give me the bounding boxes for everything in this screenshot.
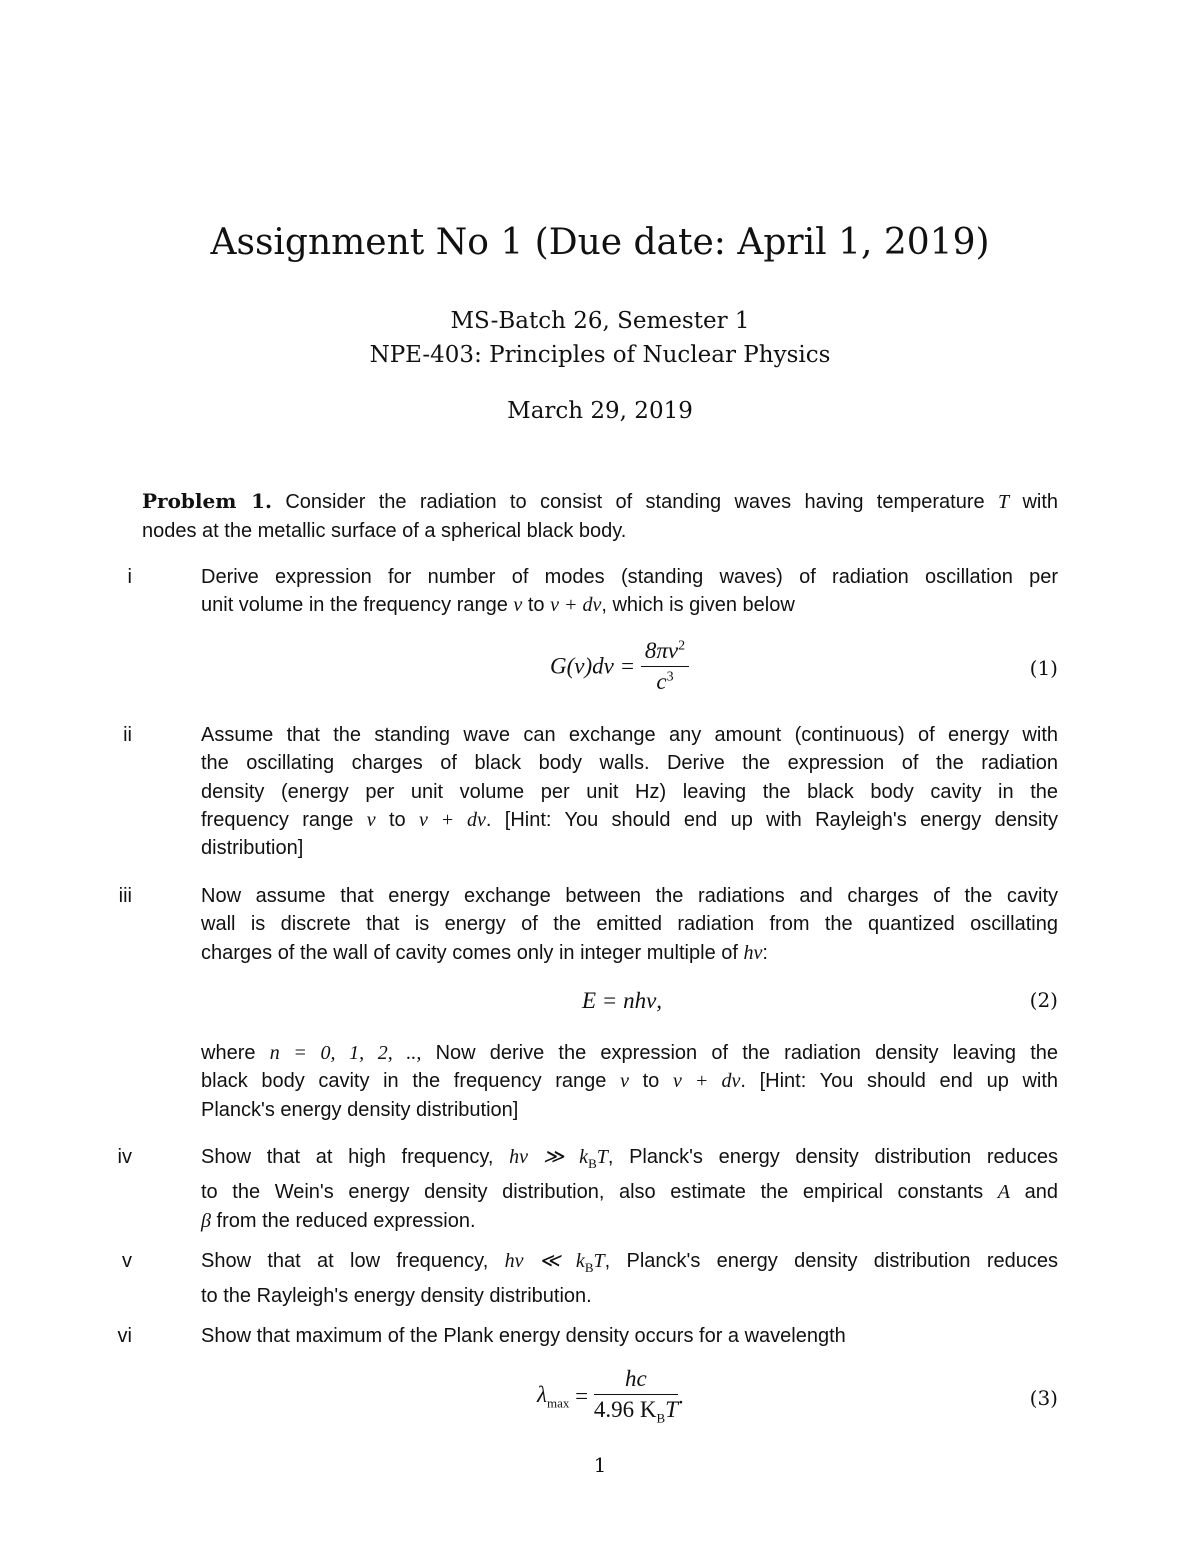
math-subscript-b: B xyxy=(588,1156,597,1171)
item-number: iv xyxy=(117,1146,132,1168)
item-text: . [Hint: You should end up with xyxy=(740,1070,1059,1093)
item-text: charges of the wall of cavity comes only in integer multiple of xyxy=(201,941,738,964)
equation-3-denominator-temperature: T xyxy=(665,1397,678,1422)
item-number: ii xyxy=(123,724,132,746)
item-body xyxy=(201,882,1058,967)
item-text: to xyxy=(388,808,406,831)
equation-3-denominator-text: 4.96 K xyxy=(593,1397,657,1422)
equation-1 xyxy=(142,638,1058,698)
item-line xyxy=(201,591,1058,619)
item-line xyxy=(201,1207,1058,1235)
equation-1-fraction xyxy=(641,638,689,695)
item-line xyxy=(201,1178,1058,1206)
problem-intro-line-2: nodes at the metallic surface of a spherical black body. xyxy=(142,519,627,542)
equation-3-fraction xyxy=(594,1366,678,1427)
math-nu: ν xyxy=(366,808,376,831)
item-number: vi xyxy=(117,1325,132,1347)
item-text: . [Hint: You should end up with Rayleigh's energy density xyxy=(485,808,1058,831)
equation-3-subscript: max xyxy=(546,1395,570,1411)
item-text: to xyxy=(642,1070,660,1093)
equation-3-numerator: hc xyxy=(594,1366,678,1395)
equation-3-content xyxy=(537,1366,684,1427)
problem-intro-line-1 xyxy=(142,487,1058,517)
math-temperature: T xyxy=(593,1250,605,1272)
item-text: Show that at high frequency, xyxy=(201,1146,494,1168)
item-text: black body cavity in the frequency range xyxy=(201,1070,607,1093)
item-line: to the Rayleigh's energy density distribution. xyxy=(201,1285,592,1308)
item-text: where xyxy=(201,1042,256,1064)
document-date: March 29, 2019 xyxy=(507,398,693,424)
equation-1-denominator-text: c xyxy=(656,669,667,694)
equation-3-equals: = xyxy=(575,1383,589,1409)
item-body xyxy=(201,721,1058,862)
equation-3-lambda: λ xyxy=(537,1381,547,1407)
math-constant-a: A xyxy=(997,1181,1011,1204)
item-text: frequency range xyxy=(201,808,354,831)
item-body xyxy=(201,1247,1058,1311)
item-line: distribution] xyxy=(201,837,304,860)
item-line xyxy=(201,1247,1058,1282)
item-line: Planck's energy density distribution] xyxy=(201,1098,519,1121)
problem-intro-text-end: with xyxy=(1022,491,1059,513)
item-text: and xyxy=(1024,1181,1059,1204)
equation-1-lhs: G(ν)dν = xyxy=(550,653,636,679)
item-number: i xyxy=(127,566,132,588)
equation-1-denominator-exponent: 3 xyxy=(666,669,674,685)
equation-1-number: (1) xyxy=(1029,656,1058,680)
math-low-frequency-text: hν ≪ k xyxy=(504,1250,585,1272)
item-body xyxy=(201,1039,1058,1124)
item-number: iii xyxy=(118,885,132,907)
item-text: , Planck's energy density distribution reduces xyxy=(607,1146,1058,1168)
item-line xyxy=(201,1067,1058,1095)
item-text: Now derive the expression of the radiation density leaving the xyxy=(435,1042,1059,1064)
item-body xyxy=(201,1143,1058,1235)
item-line xyxy=(201,1143,1058,1178)
item-line: wall is discrete that is energy of the emitted radiation from the quantized oscillating xyxy=(201,913,1058,936)
equation-2-expression: E = nhν, xyxy=(582,988,663,1013)
math-high-frequency-text: hν ≫ k xyxy=(509,1146,589,1168)
equation-1-numerator-text: 8πν xyxy=(644,638,679,663)
equation-3-denominator-subscript: B xyxy=(656,1410,666,1426)
equation-1-denominator xyxy=(641,667,689,695)
item-text: : xyxy=(762,941,768,964)
math-n-values: n = 0, 1, 2, .., xyxy=(269,1042,422,1064)
item-text: , Planck's energy density distribution reduces xyxy=(604,1250,1058,1272)
item-line xyxy=(201,806,1058,834)
equation-2-content xyxy=(582,988,662,1014)
equation-1-numerator xyxy=(641,638,689,667)
item-body xyxy=(201,563,1058,620)
item-line: Derive expression for number of modes (standing waves) of radiation oscillation per xyxy=(201,566,1058,588)
item-line: density (energy per unit volume per unit Hz) leaving the black body cavity in the xyxy=(201,780,1058,803)
problem-intro xyxy=(142,487,1058,545)
item-line: Show that maximum of the Plank energy density occurs for a wavelength xyxy=(201,1325,846,1347)
equation-2-number: (2) xyxy=(1029,988,1058,1012)
item-body xyxy=(201,1322,1058,1350)
math-subscript-b: B xyxy=(584,1260,594,1275)
equation-1-content xyxy=(550,638,689,695)
math-temperature: T xyxy=(596,1146,608,1168)
item-text: unit volume in the frequency range xyxy=(201,594,508,617)
math-low-frequency xyxy=(504,1250,605,1275)
item-text: to xyxy=(527,594,545,617)
problem-intro-text: Consider the radiation to consist of standing waves having temperature xyxy=(285,491,985,513)
math-h-nu: hν xyxy=(743,941,763,964)
item-line xyxy=(201,939,1058,967)
equation-3 xyxy=(142,1366,1058,1436)
equation-1-numerator-exponent: 2 xyxy=(678,638,686,654)
math-high-frequency xyxy=(509,1146,608,1171)
item-text: Show that at low frequency, xyxy=(201,1250,489,1272)
item-line: Now assume that energy exchange between the radiations and charges of the cavity xyxy=(201,885,1058,907)
math-nu: ν xyxy=(620,1070,629,1093)
problem-label: Problem 1. xyxy=(142,489,273,513)
math-nu-plus-dnu: ν + dν xyxy=(672,1070,741,1093)
course-name: NPE-403: Principles of Nuclear Physics xyxy=(369,342,831,368)
item-text: , which is given below xyxy=(601,594,795,617)
item-number: v xyxy=(122,1250,132,1272)
batch-semester: MS-Batch 26, Semester 1 xyxy=(450,308,750,334)
page-number: 1 xyxy=(593,1453,607,1477)
math-constant-beta: β xyxy=(201,1209,211,1232)
equation-3-lhs xyxy=(537,1381,570,1411)
item-line: the oscillating charges of black body walls. Derive the expression of the radiation xyxy=(201,752,1058,775)
equation-3-number: (3) xyxy=(1029,1386,1058,1410)
equation-3-denominator xyxy=(594,1395,678,1427)
item-line xyxy=(201,1039,1058,1067)
math-nu: ν xyxy=(513,594,523,617)
math-nu-plus-dnu: ν + dν xyxy=(419,808,486,831)
item-text: to the Wein's energy density distribution, also estimate the empirical constants xyxy=(201,1181,984,1204)
item-text: from the reduced expression. xyxy=(216,1209,476,1232)
assignment-title: Assignment No 1 (Due date: April 1, 2019) xyxy=(210,222,990,263)
math-nu-plus-dnu: ν + dν xyxy=(550,594,602,617)
item-line: Assume that the standing wave can exchange any amount (continuous) of energy with xyxy=(201,724,1058,746)
equation-3-period: . xyxy=(677,1383,684,1409)
temperature-symbol: T xyxy=(997,491,1010,513)
